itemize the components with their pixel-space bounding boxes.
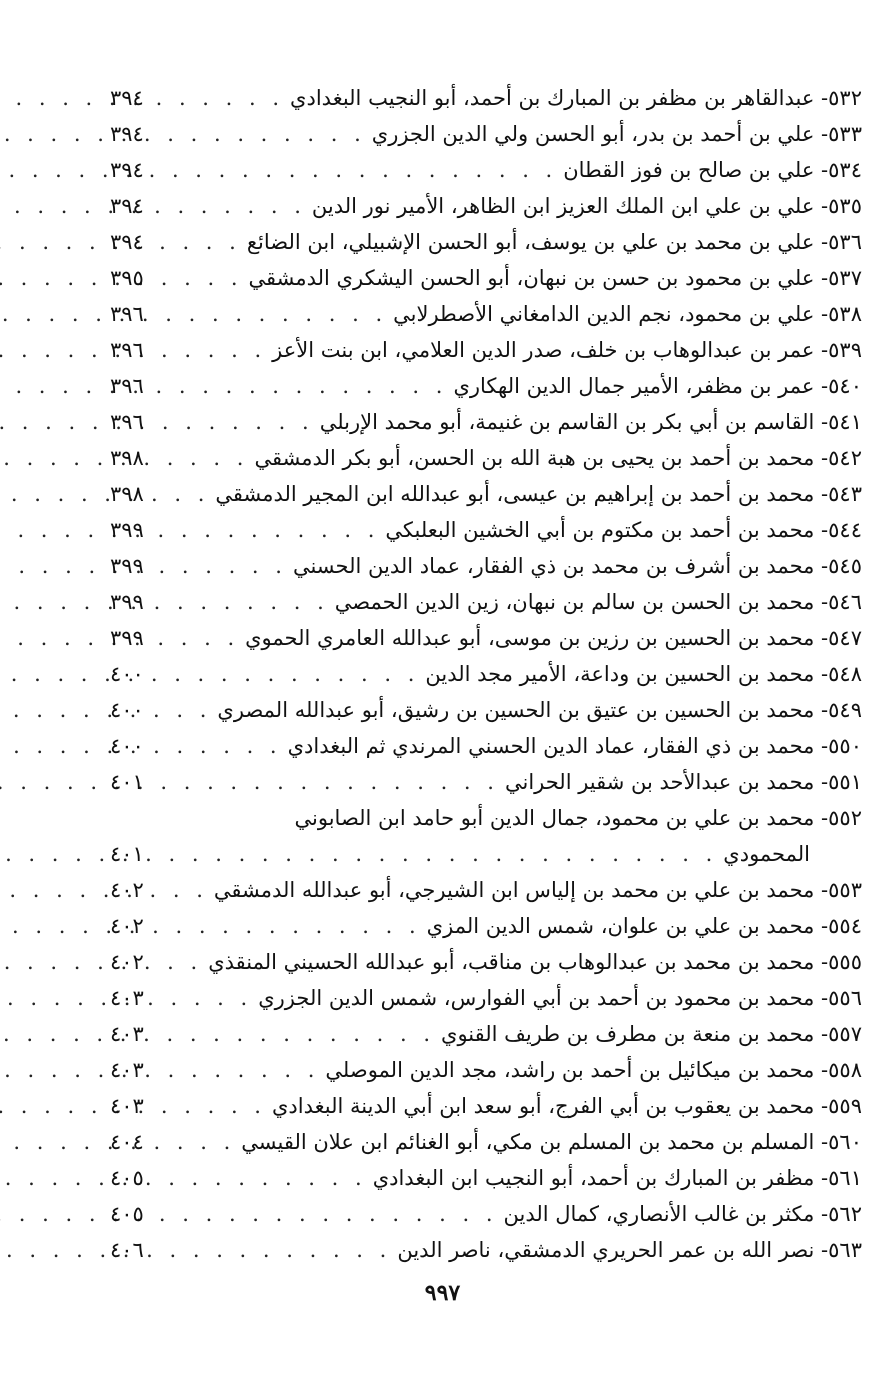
entry-title: ٥٣٧- علي بن محمود بن حسن بن نبهان، أبو الحسن اليشكري الدمشقي — [248, 266, 862, 290]
entry-page-number: ٣٩٩ — [110, 626, 144, 650]
toc-entry — [110, 332, 862, 368]
entry-page-number: ٤٠٢ — [110, 878, 144, 902]
dot-leader — [168, 116, 372, 152]
toc-entry — [110, 368, 862, 404]
toc-entry-continuation — [110, 836, 862, 872]
entry-page-number: ٤٠٢ — [110, 950, 144, 974]
toc-entry — [110, 296, 862, 332]
toc-entry — [110, 1232, 862, 1268]
dot-leader — [168, 512, 385, 548]
toc-entry — [110, 656, 862, 692]
entry-title: ٥٤٩- محمد بن الحسين بن عتيق بن الحسين بن رشيق، أبو عبدالله المصري — [217, 698, 862, 722]
entry-page-number: ٣٩٤ — [110, 86, 144, 110]
entry-title: ٥٣٢- عبدالقاهر بن مظفر بن المبارك بن أحمد، أبو النجيب البغدادي — [290, 86, 862, 110]
entry-title: ٥٣٥- علي بن علي ابن الملك العزيز ابن الظاهر، الأمير نور الدين — [311, 194, 862, 218]
toc-entry — [110, 1088, 862, 1124]
entry-page-number: ٤٠٣ — [110, 1094, 144, 1118]
entry-page-number: ٤٠٠ — [110, 662, 144, 686]
dot-leader — [168, 188, 312, 224]
toc-entry — [110, 1196, 862, 1232]
entry-page-number: ٤٠٥ — [110, 1166, 144, 1190]
toc-entry — [110, 224, 862, 260]
toc-entry — [110, 872, 862, 908]
entry-page-number: ٣٩٤ — [110, 194, 144, 218]
toc-entry — [110, 1052, 862, 1088]
entry-page-number: ٣٩٩ — [110, 518, 144, 542]
entry-title: ٥٥١- محمد بن عبدالأحد بن شقير الحراني — [504, 770, 862, 794]
toc-entry — [110, 188, 862, 224]
toc-entry — [110, 260, 862, 296]
entry-title: ٥٣٤- علي بن صالح بن فوز القطان — [563, 158, 862, 182]
entry-page-number: ٣٩٦ — [110, 410, 144, 434]
entry-title: ٥٦٠- المسلم بن محمد بن المسلم بن مكي، أبو الغنائم ابن علان القيسي — [241, 1130, 862, 1154]
toc-entry — [110, 512, 862, 548]
dot-leader — [168, 944, 208, 980]
entry-page-number: ٤٠٦ — [110, 1238, 144, 1262]
toc-entry — [110, 404, 862, 440]
dot-leader — [168, 980, 258, 1016]
entry-title: المحمودي — [723, 842, 810, 866]
dot-leader — [168, 332, 272, 368]
table-of-contents — [110, 80, 862, 1268]
entry-title: ٥٥٩- محمد بن يعقوب بن أبي الفرج، أبو سعد ابن أبي الدينة البغدادي — [271, 1094, 862, 1118]
dot-leader — [168, 296, 393, 332]
entry-page-number: ٣٩٥ — [110, 266, 144, 290]
entry-title: ٥٥٦- محمد بن محمود بن أحمد بن أبي الفوارس، شمس الدين الجزري — [258, 986, 862, 1010]
entry-page-number: ٤٠٠ — [110, 698, 144, 722]
toc-entry — [110, 944, 862, 980]
entry-page-number: ٤٠٤ — [110, 1130, 144, 1154]
entry-title: ٥٣٣- علي بن أحمد بن بدر، أبو الحسن ولي الدين الجزري — [371, 122, 862, 146]
entry-title: ٥٦٣- نصر الله بن عمر الحريري الدمشقي، ناصر الدين — [397, 1238, 862, 1262]
entry-page-number: ٤٠٣ — [110, 986, 144, 1010]
entry-title: ٥٣٨- علي بن محمود، نجم الدين الدامغاني الأصطرلابي — [393, 302, 862, 326]
entry-title: ٥٤١- القاسم بن أبي بكر بن القاسم بن غنيمة، أبو محمد الإربلي — [319, 410, 862, 434]
toc-entry — [110, 1016, 862, 1052]
entry-title: ٥٥٥- محمد بن محمد بن عبدالوهاب بن مناقب، أبو عبدالله الحسيني المنقذي — [208, 950, 862, 974]
toc-entry — [110, 584, 862, 620]
dot-leader — [168, 1232, 397, 1268]
entry-title: ٥٦٢- مكثر بن غالب الأنصاري، كمال الدين — [503, 1202, 862, 1226]
entry-title: ٥٥٤- محمد بن علي بن علوان، شمس الدين المزي — [426, 914, 862, 938]
entry-title: ٥٤٢- محمد بن أحمد بن يحيى بن هبة الله بن الحسن، أبو بكر الدمشقي — [254, 446, 862, 470]
entry-title: ٥٤٧- محمد بن الحسين بن رزين بن موسى، أبو عبدالله العامري الحموي — [245, 626, 862, 650]
dot-leader — [168, 692, 217, 728]
page-number: ٩٩٧ — [424, 1280, 461, 1306]
entry-page-number: ٤٠١ — [110, 842, 144, 866]
entry-page-number: ٣٩٤ — [110, 158, 144, 182]
toc-entry — [110, 908, 862, 944]
toc-entry — [110, 440, 862, 476]
entry-page-number: ٣٩٤ — [110, 122, 144, 146]
entry-title: ٥٣٩- عمر بن عبدالوهاب بن خلف، صدر الدين العلامي، ابن بنت الأعز — [272, 338, 862, 362]
entry-page-number: ٤٠١ — [110, 770, 144, 794]
dot-leader — [168, 1052, 325, 1088]
entry-page-number: ٣٩٦ — [110, 302, 144, 326]
entry-page-number: ٣٩٩ — [110, 590, 144, 614]
entry-title: ٥٤٣- محمد بن أحمد بن إبراهيم بن عيسى، أبو عبدالله ابن المجير الدمشقي — [215, 482, 862, 506]
toc-entry — [110, 692, 862, 728]
entry-page-number: ٤٠٣ — [110, 1058, 144, 1082]
dot-leader — [168, 872, 214, 908]
toc-entry — [110, 764, 862, 800]
entry-page-number: ٣٩٦ — [110, 374, 144, 398]
toc-entry — [110, 476, 862, 512]
toc-entry — [110, 980, 862, 1016]
dot-leader — [168, 548, 293, 584]
entry-title: ٥٤٤- محمد بن أحمد بن مكتوم بن أبي الخشين البعلبكي — [385, 518, 862, 542]
dot-leader — [168, 260, 249, 296]
entry-title: ٥٥٣- محمد بن علي بن محمد بن إلياس ابن الشيرجي، أبو عبدالله الدمشقي — [213, 878, 862, 902]
entry-title: ٥٤٥- محمد بن أشرف بن محمد بن ذي الفقار، عماد الدين الحسني — [292, 554, 862, 578]
entry-page-number: ٤٠٠ — [110, 734, 144, 758]
toc-entry — [110, 548, 862, 584]
dot-leader — [168, 620, 245, 656]
entry-title: ٥٤٠- عمر بن مظفر، الأمير جمال الدين الهكاري — [453, 374, 862, 398]
entry-title: ٥٦١- مظفر بن المبارك بن أحمد، أبو النجيب ابن البغدادي — [372, 1166, 862, 1190]
entry-title: ٥٥٠- محمد بن ذي الفقار، عماد الدين الحسني المرندي ثم البغدادي — [287, 734, 862, 758]
toc-entry — [110, 800, 862, 836]
dot-leader — [168, 368, 453, 404]
entry-title: ٥٤٨- محمد بن الحسين بن وداعة، الأمير مجد الدين — [425, 662, 862, 686]
dot-leader — [168, 584, 335, 620]
dot-leader — [168, 476, 215, 512]
entry-title: ٥٥٨- محمد بن ميكائيل بن أحمد بن راشد، مجد الدين الموصلي — [325, 1058, 862, 1082]
toc-entry — [110, 1160, 862, 1196]
toc-entry — [110, 80, 862, 116]
entry-title: ٥٥٢- محمد بن علي بن محمود، جمال الدين أبو حامد ابن الصابوني — [294, 806, 862, 830]
entry-page-number: ٣٩٤ — [110, 230, 144, 254]
entry-title: ٥٤٦- محمد بن الحسن بن سالم بن نبهان، زين الدين الحمصي — [334, 590, 862, 614]
dot-leader — [168, 656, 425, 692]
dot-leader — [168, 1160, 373, 1196]
entry-page-number: ٣٩٩ — [110, 554, 144, 578]
dot-leader — [168, 80, 290, 116]
entry-page-number: ٣٩٨ — [110, 446, 144, 470]
dot-leader — [168, 836, 723, 872]
toc-entry — [110, 1124, 862, 1160]
dot-leader — [168, 224, 247, 260]
dot-leader — [168, 1016, 441, 1052]
entry-page-number: ٣٩٦ — [110, 338, 144, 362]
dot-leader — [168, 1124, 241, 1160]
dot-leader — [168, 1196, 504, 1232]
dot-leader — [168, 152, 563, 188]
toc-entry — [110, 152, 862, 188]
entry-title: ٥٥٧- محمد بن منعة بن مطرف بن طريف القنوي — [441, 1022, 862, 1046]
dot-leader — [168, 1088, 272, 1124]
toc-entry — [110, 620, 862, 656]
entry-page-number: ٤٠٢ — [110, 914, 144, 938]
dot-leader — [168, 764, 505, 800]
dot-leader — [168, 728, 288, 764]
toc-entry — [110, 116, 862, 152]
entry-page-number: ٤٠٥ — [110, 1202, 144, 1226]
entry-page-number: ٤٠٣ — [110, 1022, 144, 1046]
dot-leader — [168, 440, 254, 476]
entry-page-number: ٣٩٨ — [110, 482, 144, 506]
toc-entry — [110, 728, 862, 764]
entry-title: ٥٣٦- علي بن محمد بن علي بن يوسف، أبو الحسن الإشبيلي، ابن الضائع — [246, 230, 862, 254]
dot-leader — [168, 404, 320, 440]
dot-leader — [168, 908, 427, 944]
